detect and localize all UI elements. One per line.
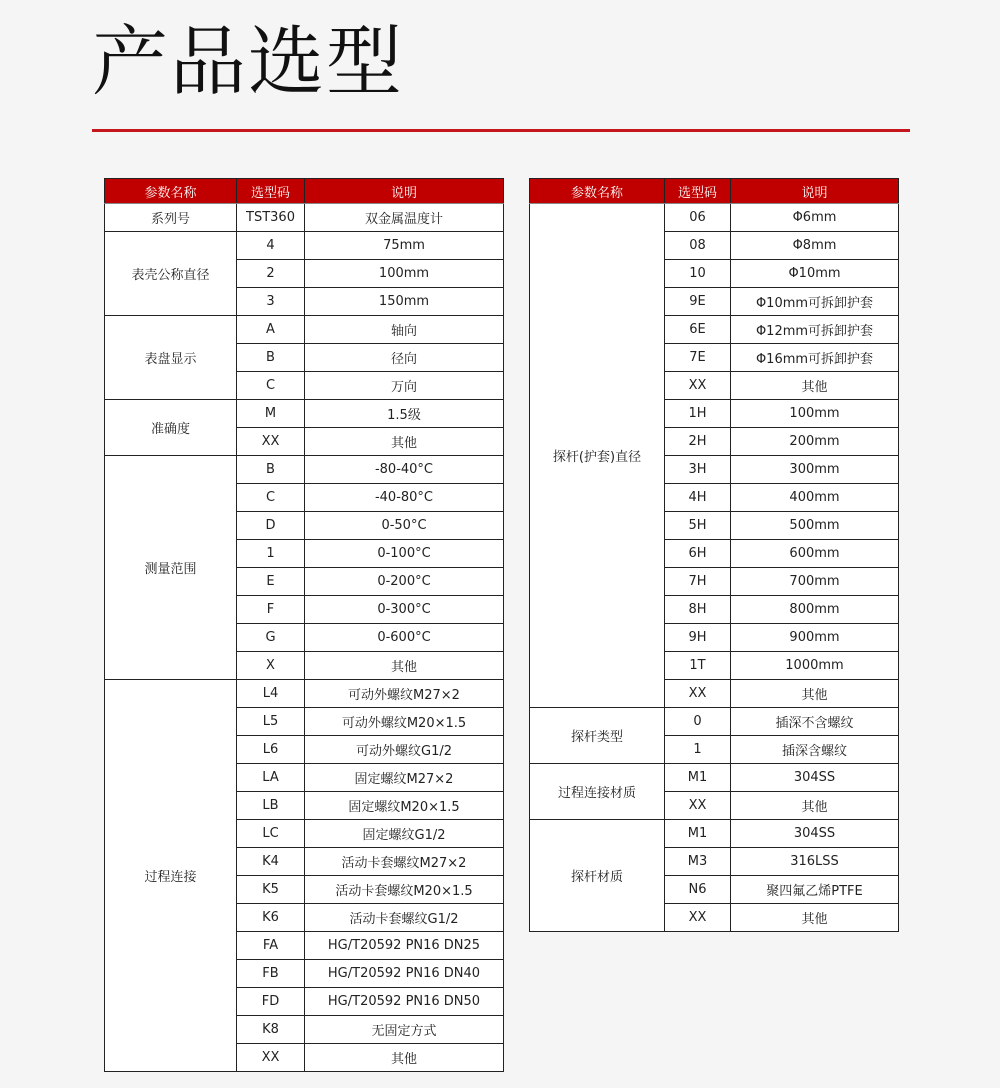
selection-table-left [104,178,504,1072]
table-row [530,708,899,736]
code-cell: N6 [665,876,731,904]
code-cell: 2 [237,260,305,288]
code-cell: XX [665,904,731,932]
code-cell: 7H [665,568,731,596]
code-cell: L4 [237,680,305,708]
description-cell: 固定螺纹M27×2 [305,764,504,792]
header-description: 说明 [731,179,899,204]
code-cell: C [237,484,305,512]
table-header-row [530,179,899,204]
code-cell: 06 [665,204,731,232]
param-name-cell: 准确度 [105,400,237,456]
description-cell: -40-80°C [305,484,504,512]
code-cell: M1 [665,764,731,792]
description-cell: Φ6mm [731,204,899,232]
description-cell: 活动卡套螺纹G1/2 [305,904,504,932]
table-row [530,204,899,232]
code-cell: K5 [237,876,305,904]
code-cell: 1H [665,400,731,428]
description-cell: Φ10mm [731,260,899,288]
description-cell: 316LSS [731,848,899,876]
table-header-row [105,179,504,204]
code-cell: 9H [665,624,731,652]
description-cell: 其他 [731,680,899,708]
code-cell: L6 [237,736,305,764]
table-row [105,204,504,232]
description-cell: 其他 [305,652,504,680]
header-param-name: 参数名称 [105,179,237,204]
table-row [105,316,504,344]
code-cell: LA [237,764,305,792]
description-cell: 0-100°C [305,540,504,568]
description-cell: 固定螺纹G1/2 [305,820,504,848]
description-cell: 0-300°C [305,596,504,624]
code-cell: 3H [665,456,731,484]
table-row [105,680,504,708]
description-cell: 304SS [731,764,899,792]
description-cell: 600mm [731,540,899,568]
description-cell: 100mm [305,260,504,288]
code-cell: FA [237,932,305,960]
code-cell: XX [665,372,731,400]
page-title: 产品选型 [92,17,404,106]
description-cell: 0-600°C [305,624,504,652]
description-cell: HG/T20592 PN16 DN40 [305,960,504,988]
description-cell: Φ8mm [731,232,899,260]
table-row [530,820,899,848]
table-row [105,400,504,428]
param-name-cell: 过程连接材质 [530,764,665,820]
description-cell: 500mm [731,512,899,540]
param-name-cell: 系列号 [105,204,237,232]
description-cell: 其他 [731,904,899,932]
description-cell: Φ10mm可拆卸护套 [731,288,899,316]
code-cell: FB [237,960,305,988]
code-cell: XX [665,680,731,708]
code-cell: XX [665,792,731,820]
header-description: 说明 [305,179,504,204]
description-cell: HG/T20592 PN16 DN50 [305,988,504,1016]
table-row [105,232,504,260]
description-cell: 150mm [305,288,504,316]
code-cell: LC [237,820,305,848]
description-cell: 轴向 [305,316,504,344]
description-cell: 其他 [731,792,899,820]
header-code: 选型码 [237,179,305,204]
table-row [530,764,899,792]
description-cell: 0-200°C [305,568,504,596]
description-cell: 可动外螺纹M20×1.5 [305,708,504,736]
description-cell: 活动卡套螺纹M20×1.5 [305,876,504,904]
param-name-cell: 表壳公称直径 [105,232,237,316]
description-cell: 可动外螺纹M27×2 [305,680,504,708]
description-cell: 其他 [305,1044,504,1072]
code-cell: 08 [665,232,731,260]
code-cell: M [237,400,305,428]
code-cell: C [237,372,305,400]
param-name-cell: 过程连接 [105,680,237,1072]
code-cell: 3 [237,288,305,316]
code-cell: 4H [665,484,731,512]
code-cell: 7E [665,344,731,372]
code-cell: K8 [237,1016,305,1044]
code-cell: 0 [665,708,731,736]
param-name-cell: 探杆(护套)直径 [530,204,665,708]
code-cell: XX [237,1044,305,1072]
description-cell: 其他 [305,428,504,456]
code-cell: L5 [237,708,305,736]
description-cell: 无固定方式 [305,1016,504,1044]
description-cell: 800mm [731,596,899,624]
code-cell: K4 [237,848,305,876]
param-name-cell: 表盘显示 [105,316,237,400]
code-cell: 4 [237,232,305,260]
description-cell: 可动外螺纹G1/2 [305,736,504,764]
code-cell: 1T [665,652,731,680]
param-name-cell: 测量范围 [105,456,237,680]
description-cell: 200mm [731,428,899,456]
description-cell: 400mm [731,484,899,512]
code-cell: X [237,652,305,680]
description-cell: 75mm [305,232,504,260]
description-cell: 固定螺纹M20×1.5 [305,792,504,820]
header-code: 选型码 [665,179,731,204]
title-divider [92,129,910,132]
description-cell: 其他 [731,372,899,400]
description-cell: 双金属温度计 [305,204,504,232]
description-cell: HG/T20592 PN16 DN25 [305,932,504,960]
description-cell: 900mm [731,624,899,652]
code-cell: TST360 [237,204,305,232]
description-cell: 活动卡套螺纹M27×2 [305,848,504,876]
description-cell: 1000mm [731,652,899,680]
code-cell: F [237,596,305,624]
code-cell: B [237,344,305,372]
code-cell: 9E [665,288,731,316]
description-cell: 万向 [305,372,504,400]
table-row [105,456,504,484]
description-cell: 300mm [731,456,899,484]
description-cell: -80-40°C [305,456,504,484]
param-name-cell: 探杆类型 [530,708,665,764]
code-cell: 6H [665,540,731,568]
description-cell: 插深含螺纹 [731,736,899,764]
description-cell: Φ12mm可拆卸护套 [731,316,899,344]
code-cell: LB [237,792,305,820]
code-cell: E [237,568,305,596]
code-cell: 2H [665,428,731,456]
code-cell: 1 [665,736,731,764]
code-cell: 1 [237,540,305,568]
code-cell: G [237,624,305,652]
description-cell: 700mm [731,568,899,596]
code-cell: D [237,512,305,540]
code-cell: A [237,316,305,344]
header-param-name: 参数名称 [530,179,665,204]
description-cell: 插深不含螺纹 [731,708,899,736]
description-cell: 304SS [731,820,899,848]
code-cell: 5H [665,512,731,540]
description-cell: 径向 [305,344,504,372]
code-cell: M1 [665,820,731,848]
code-cell: M3 [665,848,731,876]
description-cell: Φ16mm可拆卸护套 [731,344,899,372]
code-cell: FD [237,988,305,1016]
code-cell: 8H [665,596,731,624]
code-cell: B [237,456,305,484]
description-cell: 0-50°C [305,512,504,540]
description-cell: 聚四氟乙烯PTFE [731,876,899,904]
description-cell: 100mm [731,400,899,428]
param-name-cell: 探杆材质 [530,820,665,932]
code-cell: K6 [237,904,305,932]
selection-table-right [529,178,899,932]
code-cell: 10 [665,260,731,288]
code-cell: XX [237,428,305,456]
description-cell: 1.5级 [305,400,504,428]
code-cell: 6E [665,316,731,344]
